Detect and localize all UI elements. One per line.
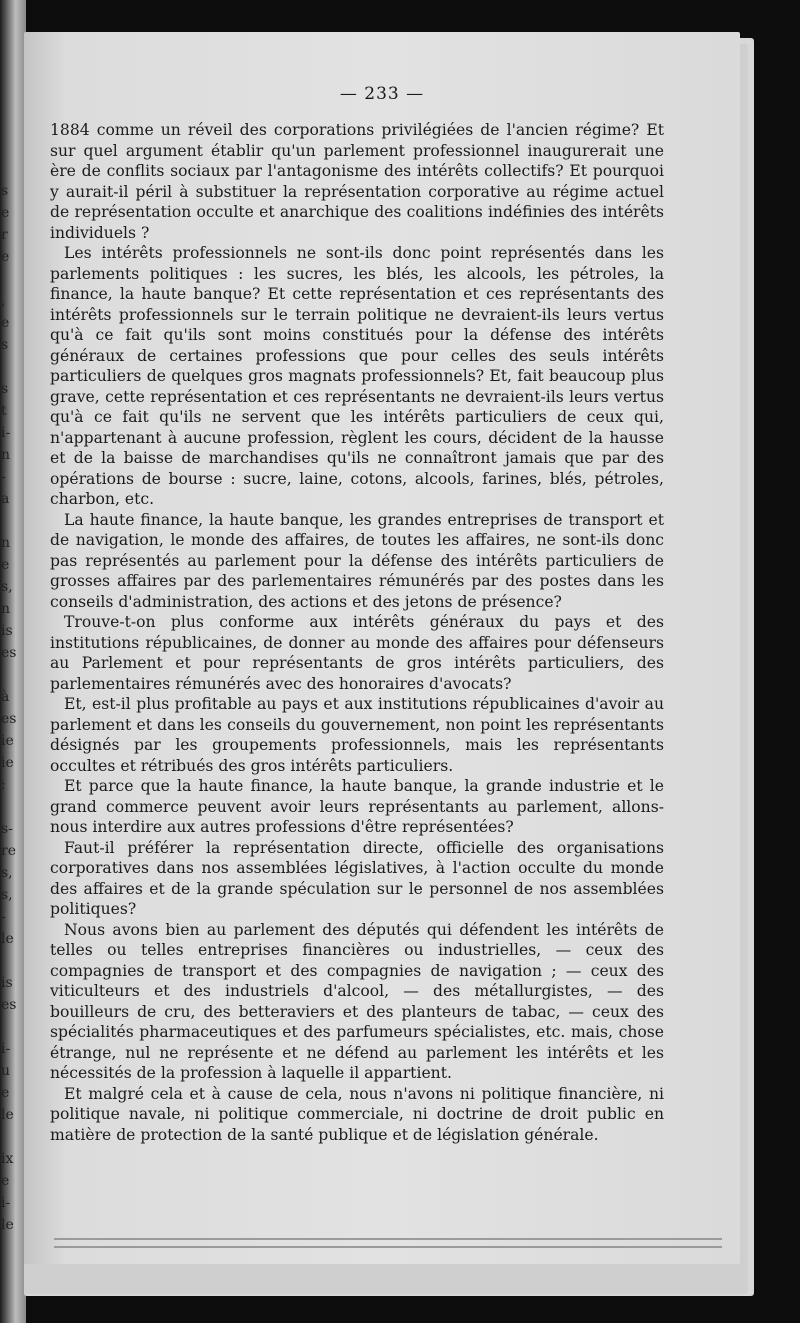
book-page: [24, 32, 740, 1264]
paragraph: Et parce que la haute finance, la haute banque, la grande industrie et le grand commerce peuvent avoir leurs représentants au parlement, allons-nous interdire aux autres professions d'être représentées?: [50, 777, 664, 836]
paragraph: Faut-il préférer la représentation directe, officielle des organisations corporatives dans nos assemblées législatives, à l'action occulte du monde des affaires et de la grande spéculation sur le personnel de nos assemblées politiques?: [50, 838, 664, 918]
page-edge-line: [54, 1238, 722, 1240]
paragraph: Et, est-il plus profitable au pays et aux institutions républicaines d'avoir au parlement et dans les conseils du gouvernement, non point les représentants désignés par les groupements professionnels, mais les représentants occultes et rétribués des gros intérêts particuliers.: [50, 695, 664, 775]
paragraph: Les intérêts professionnels ne sont-ils donc point représentés dans les parlements politiques : les sucres, les blés, les alcools, les pétroles, la finance, la haute banque? Et cette représentation et ces représentants des intérêts professionnels sur le terrain politique ne devraient-ils leurs vertus qu'à ce fait qu'ils sont moins constitués pour la défense des intérêts généraux de certaines professions que pour celles des seuls intérêts particuliers de quelques gros magnats professionnels? Et, fait beaucoup plus grave, cette représentation et ces représentants ne devraient-ils leurs vertus qu'à ce fait qu'ils ne servent que les intérêts particuliers de ceux qui, n'appartenant à aucune profession, règlent les cours, décident de la hausse et de la baisse de marchandises qu'ils ne connaîtront jamais que par des opérations de bourse : sucre, laine, cotons, alcools, farines, blés, pétroles, charbon, etc.: [50, 244, 664, 508]
paragraph: Nous avons bien au parlement des députés qui défendent les intérêts de telles ou telles entreprises financières ou industrielles, — ceux des compagnies de transport et des compagnies de navigation ; — ceux des viticulteurs et des industriels d'alcool, — des métallurgistes, — des bouilleurs de cru, des betteraviers et des planteurs de tabac, — ceux des spécialités pharmaceutiques et des parfumeurs spécialistes, etc. mais, chose étrange, nul ne représente et ne défend au parlement les intérêts et les nécessités de la profession à laquelle il appartient.: [50, 920, 664, 1082]
paragraph: La haute finance, la haute banque, les grandes entreprises de transport et de navigation, le monde des affaires, de toutes les affaires, ne sont-ils donc pas représentés au parlement pour la défense des intérêts particuliers de grosses affaires par des parlementaires rémunérés par des postes dans les conseils d'administration, des actions et des jetons de présence?: [50, 510, 664, 611]
facing-page-characters: s e r e , e s s t i- n - a n e s, n is es à es ie ie : s- re s, s, - le is es i- u e le ix e i- le: [1, 183, 17, 1233]
page-edge-line: [54, 1246, 722, 1248]
paragraph: Trouve-t-on plus conforme aux intérêts généraux du pays et des institutions républicaines, de donner au monde des affaires pour défenseurs au Parlement et pour représentants de gros intérêts particuliers, des parlementaires rémunérés avec des honoraires d'avocats?: [50, 613, 664, 693]
paragraph: Et malgré cela et à cause de cela, nous n'avons ni politique financière, ni politique navale, ni politique commerciale, ni doctrine de droit public en matière de protection de la santé publique et de législation générale.: [50, 1084, 664, 1144]
page-text: [50, 120, 664, 1145]
facing-page-edge: [0, 0, 26, 1323]
page-number: — 233 —: [339, 84, 425, 104]
paragraph: 1884 comme un réveil des corporations privilégiées de l'ancien régime? Et sur quel argument établir qu'un parlement professionnel inaugurerait une ère de conflits sociaux par l'antagonisme des intérêts collectifs? Et pourquoi y aurait-il péril à substituer la représentation corporative au régime actuel de représentation occulte et anarchique des coalitions indéfinies des intérêts individuels ?: [50, 121, 664, 242]
